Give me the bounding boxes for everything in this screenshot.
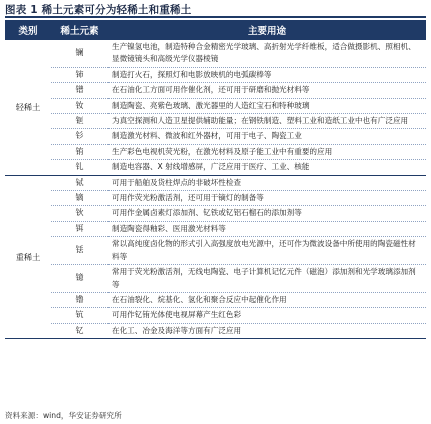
- table-row: [5, 40, 426, 67]
- header-element: 稀土元素: [51, 20, 108, 40]
- table-row: [5, 83, 426, 98]
- element-cell: 铥: [51, 237, 108, 265]
- table-body: [5, 40, 426, 339]
- table-row: [5, 308, 426, 323]
- element-cell: 钆: [51, 160, 108, 175]
- table-row: [5, 191, 426, 206]
- element-cell: 铕: [51, 144, 108, 159]
- use-cell: 在石油裂化、烷基化、氢化和聚合反应中起催化作用: [108, 292, 426, 307]
- use-cell: 可用作金属卤素灯添加剂、钇铁或钇铝石榴石的添加剂等: [108, 206, 426, 221]
- element-cell: 镝: [51, 191, 108, 206]
- use-cell: 可用作荧光粉激活剂，还可用于镝灯的制备等: [108, 191, 426, 206]
- table-row: [5, 129, 426, 144]
- use-cell: 可用于船舶及货柱焊点的非破坏性检查: [108, 175, 426, 190]
- element-cell: 钬: [51, 206, 108, 221]
- element-cell: 镧: [51, 40, 108, 67]
- table-row: [5, 206, 426, 221]
- use-cell: 制造打火石，探照灯和电影放映机的电弧碳棒等: [108, 67, 426, 82]
- element-cell: 钪: [51, 308, 108, 323]
- element-cell: 镱: [51, 265, 108, 293]
- category-cell: 重稀土: [5, 175, 51, 338]
- element-cell: 铒: [51, 221, 108, 236]
- rare-earth-table: [5, 20, 426, 339]
- category-cell: 轻稀土: [5, 40, 51, 175]
- table-row: [5, 221, 426, 236]
- element-cell: 铈: [51, 67, 108, 82]
- element-cell: 钷: [51, 114, 108, 129]
- table-row: [5, 292, 426, 307]
- table-row: [5, 160, 426, 175]
- table-title: 图表 1 稀土元素可分为轻稀土和重稀土: [5, 4, 192, 16]
- use-cell: 制造电容器、X 射线增感屏，广泛应用于医疗、工业、核能: [108, 160, 426, 175]
- use-cell: 可用作钇铕光体使电视屏幕产生红色彩: [108, 308, 426, 323]
- table-row: [5, 98, 426, 113]
- use-cell: 制造陶瓷得釉彩、医用激光材料等: [108, 221, 426, 236]
- table-row: [5, 114, 426, 129]
- use-cell: 制造激光材料、微波和红外器材，可用于电子、陶瓷工业: [108, 129, 426, 144]
- title-divider: [5, 16, 426, 18]
- source-note: 资料来源：wind，华安证券研究所: [5, 411, 122, 420]
- table-row: [5, 265, 426, 293]
- table-row: [5, 144, 426, 159]
- use-cell: 制造陶瓷、亮紫色玻璃、激光器里的人造红宝石和特种玻璃: [108, 98, 426, 113]
- header-use: 主要用途: [108, 20, 426, 40]
- header-category: 类别: [5, 20, 51, 40]
- table-row: [5, 237, 426, 265]
- use-cell: 为真空探测和人造卫星提供辅助能量；在钢铁制造、塑料工业和造纸工业中也有广泛应用: [108, 114, 426, 129]
- use-cell: 生产彩色电视机荧光粉，在激光材料及原子能工业中有重要的应用: [108, 144, 426, 159]
- table-row: [5, 67, 426, 82]
- element-cell: 铽: [51, 175, 108, 190]
- table-row: [5, 175, 426, 190]
- element-cell: 钐: [51, 129, 108, 144]
- use-cell: 在化工、冶金及海洋等方面有广泛应用: [108, 323, 426, 338]
- element-cell: 镨: [51, 83, 108, 98]
- use-cell: 常用于荧光粉激活剂，无线电陶瓷、电子计算机记忆元件（磁泡）添加剂和光学玻璃添加剂等: [108, 265, 426, 293]
- element-cell: 钇: [51, 323, 108, 338]
- element-cell: 钕: [51, 98, 108, 113]
- table-header-row: [5, 20, 426, 40]
- use-cell: 在石油化工方面可用作催化剂，还可用于研磨和抛光材料等: [108, 83, 426, 98]
- use-cell: 常以高纯度卤化物的形式引入高强度放电光源中，还可作为微波设备中所使用的陶瓷磁性材料等: [108, 237, 426, 265]
- element-cell: 镥: [51, 292, 108, 307]
- table-row: [5, 323, 426, 338]
- use-cell: 生产镍氢电池，制造特种合金精密光学玻璃、高折射光学纤维板，适合做摄影机、照相机、显微镜镜头和高级光学仪器棱镜: [108, 40, 426, 67]
